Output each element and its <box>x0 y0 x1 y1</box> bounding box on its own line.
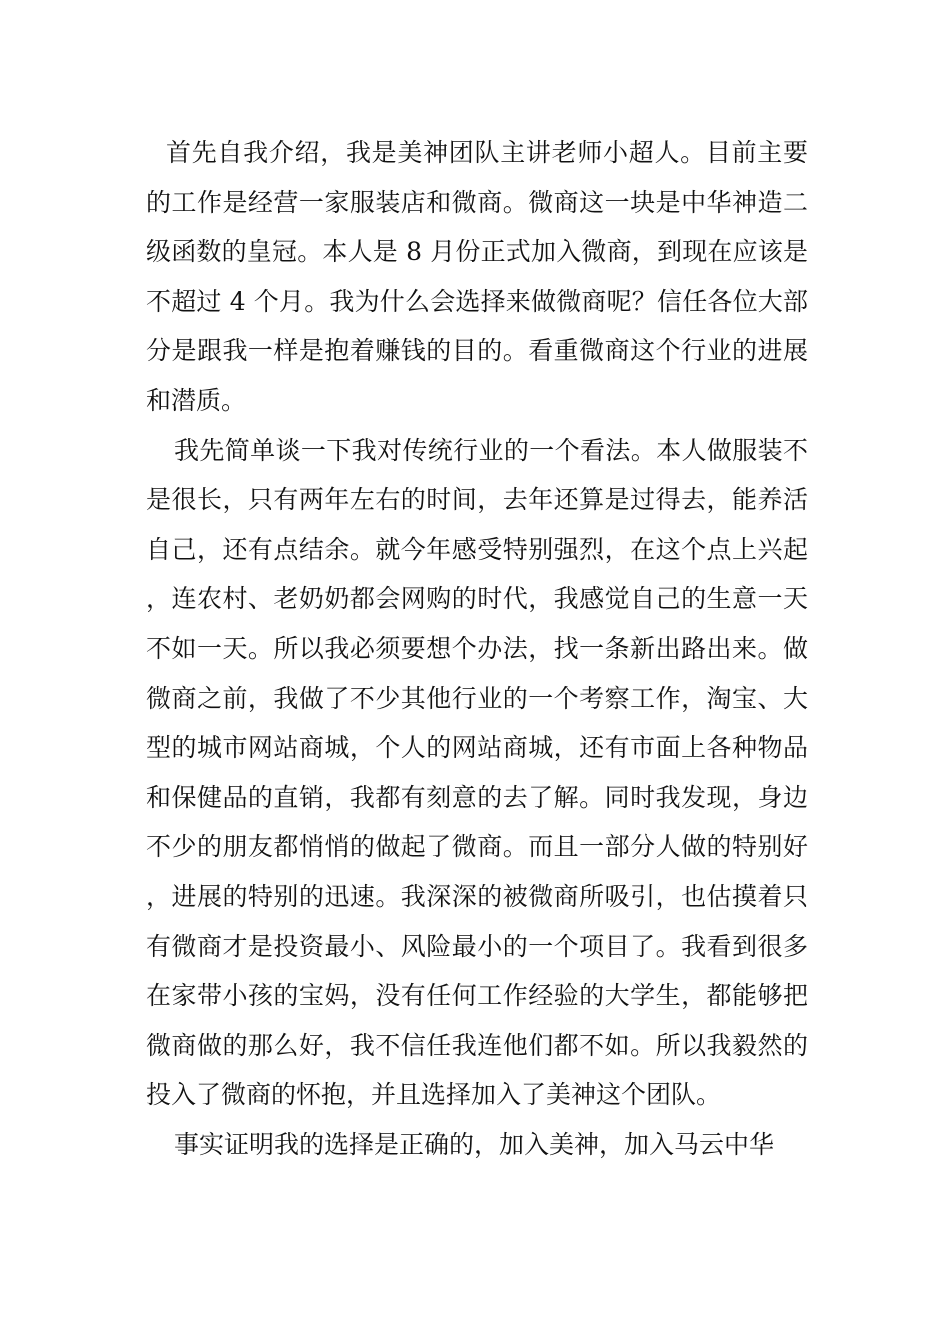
paragraph-3: 事实证明我的选择是正确的，加入美神，加入马云中华 <box>174 1129 775 1159</box>
document-page <box>146 128 808 1169</box>
paragraph-2: 我先简单谈一下我对传统行业的一个看法。本人做服装不是很长，只有两年左右的时间，去年还算是过得去，能养活自己，还有点结余。就今年感受特别强烈，在这个点上兴起，连农村、老奶奶都会网购的时代，我感觉自己的生意一天不如一天。所以我必须要想个办法，找一条新出路出来。做微商之前，我做了不少其他行业的一个考察工作，淘宝、大型的城市网站商城，个人的网站商城，还有市面上各种物品和保健品的直销，我都有刻意的去了解。同时我发现，身边不少的朋友都悄悄的做起了微商。而且一部分人做的特别好，进展的特别的迅速。我深深的被微商所吸引，也估摸着只有微商才是投资最小、风险最小的一个项目了。我看到很多在家带小孩的宝妈，没有任何工作经验的大学生，都能够把微商做的那么好，我不信任我连他们都不如。所以我毅然的投入了微商的怀抱，并且选择加入了美神这个团队。 <box>146 435 808 1110</box>
paragraph-1: 首先自我介绍，我是美神团队主讲老师小超人。目前主要的工作是经营一家服装店和微商。微商这一块是中华神造二级函数的皇冠。本人是 8 月份正式加入微商，到现在应该是不超过 4 个月。我为什么会选择来做微商呢？信任各位大部分是跟我一样是抱着赚钱的目的。看重微商这个行业的进展和潜质。 <box>146 138 808 415</box>
